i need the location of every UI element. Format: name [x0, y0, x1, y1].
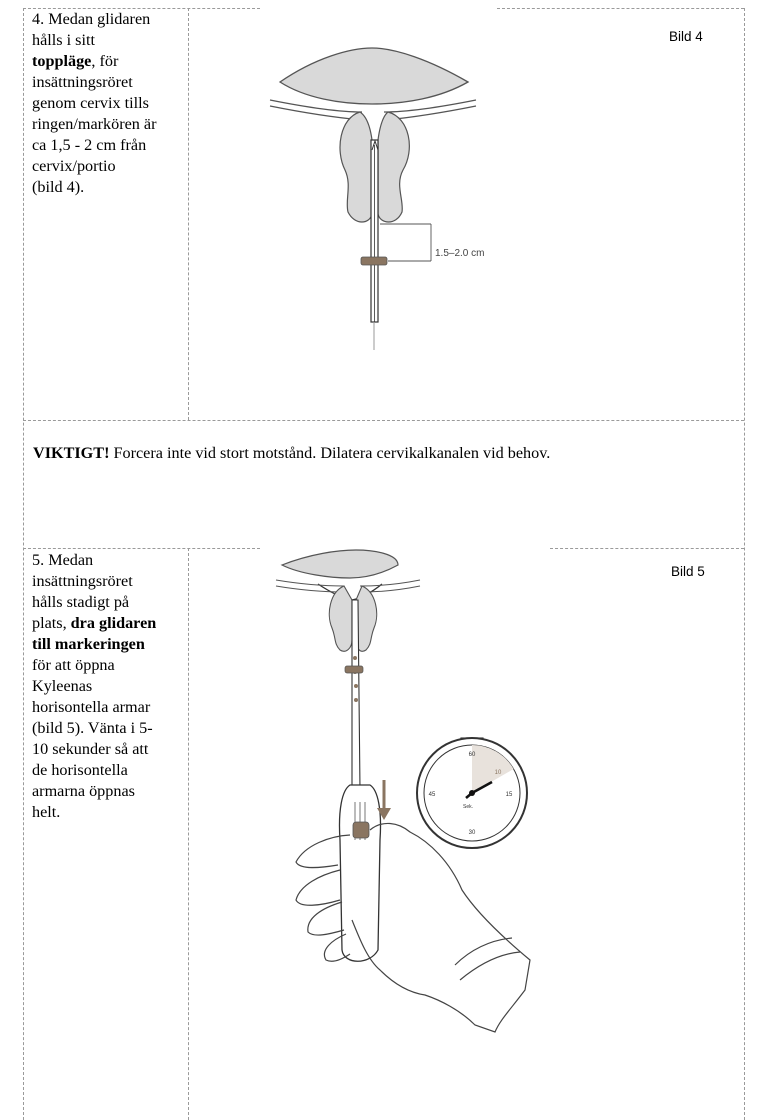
step5-pre-bold: plats, — [32, 614, 71, 632]
glove-cuff — [460, 952, 520, 980]
step5-line: de horisontella — [32, 761, 128, 779]
tube-dot — [353, 656, 357, 660]
timer-label-10: 10 — [494, 770, 502, 776]
step5-line: (bild 5). Vänta i 5- — [32, 719, 153, 737]
figure-bild4 — [0, 0, 760, 420]
warning-text: Forcera inte vid stort motstånd. Dilatera cervikalkanalen vid behov. — [109, 444, 551, 462]
figure-label-bild5: Bild 5 — [671, 564, 705, 579]
flange-marker — [361, 257, 387, 265]
step5-line: horisontella armar — [32, 698, 151, 716]
step5-line: armarna öppnas — [32, 782, 135, 800]
cervix-left-shape — [329, 586, 352, 651]
handle-slider — [353, 822, 369, 838]
cervix-right-shape — [378, 112, 409, 222]
step4-line: genom cervix tills — [32, 94, 149, 112]
tube-dot — [354, 684, 358, 688]
timer-label-15: 15 — [505, 792, 513, 798]
step4-line: insättningsröret — [32, 73, 133, 91]
uterus-fundus-shape — [282, 550, 398, 578]
warning-note — [33, 442, 550, 464]
step4-bold: toppläge — [32, 52, 92, 70]
hand-finger — [308, 902, 344, 935]
step5-line: 5. Medan — [32, 551, 94, 569]
hand-finger — [296, 870, 340, 905]
warning-bold: VIKTIGT! — [33, 444, 110, 462]
step4-line: ca 1,5 - 2 cm från — [32, 136, 147, 154]
step4-line: 4. Medan glidaren — [32, 10, 151, 28]
cervix-left-shape — [340, 112, 372, 222]
row4-bottom-border — [23, 420, 744, 421]
step5-line: Kyleenas — [32, 677, 93, 695]
figure-bild5 — [0, 540, 760, 1120]
timer-label-45: 45 — [428, 792, 436, 798]
timer-label-30: 30 — [468, 830, 476, 836]
step4-after-bold: , för — [91, 52, 119, 70]
vaginal-wall-line — [276, 586, 344, 592]
step5-line: för att öppna — [32, 656, 115, 674]
inserter-tube — [352, 600, 360, 790]
glove-cuff — [455, 938, 512, 965]
uterus-fundus-shape — [280, 48, 468, 104]
step5-line: hålls stadigt på — [32, 593, 130, 611]
flange-marker — [345, 666, 363, 673]
step5-bold: till markeringen — [32, 635, 145, 653]
cervix-right-shape — [356, 586, 377, 651]
vaginal-wall-line — [362, 586, 420, 592]
step4-line: ringen/markören är — [32, 115, 157, 133]
step4-line: cervix/portio — [32, 157, 116, 175]
step5-bold: dra glidaren — [70, 614, 157, 632]
vaginal-wall-line — [276, 580, 344, 586]
figure-label-bild4: Bild 4 — [669, 29, 703, 44]
tube-dot — [354, 698, 358, 702]
step4-line: hålls i sitt — [32, 31, 95, 49]
timer-label-60: 60 — [468, 752, 476, 758]
timer-unit: Sek. — [462, 804, 474, 810]
measure-label: 1.5–2.0 cm — [435, 248, 485, 259]
step5-line: insättningsröret — [32, 572, 133, 590]
step5-line: 10 sekunder så att — [32, 740, 149, 758]
step5-line: helt. — [32, 803, 61, 821]
step4-line: (bild 4). — [32, 178, 85, 196]
vaginal-wall-line — [360, 580, 420, 586]
